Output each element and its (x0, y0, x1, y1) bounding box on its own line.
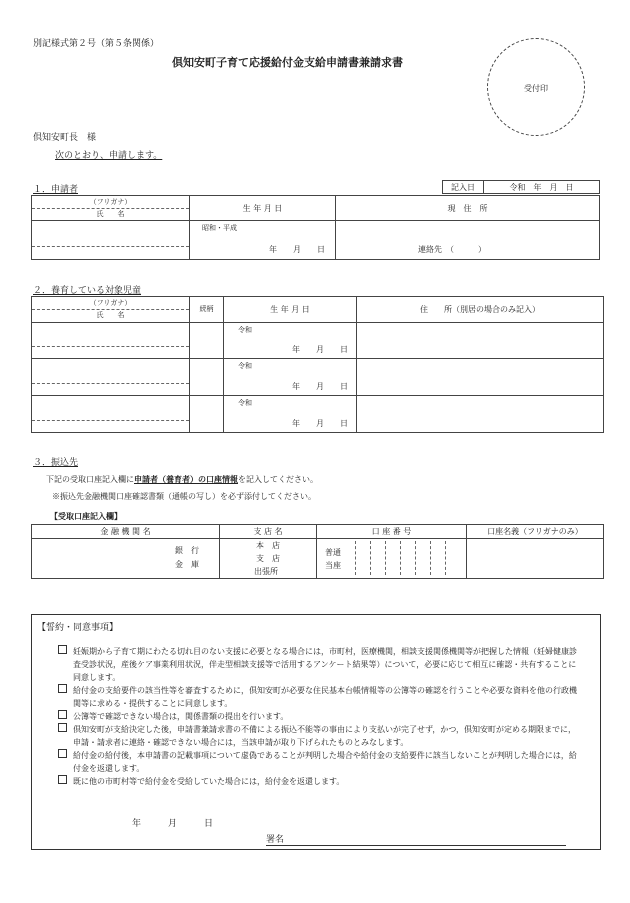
applicant-dob-field[interactable]: 昭和・平成 年 月 日 (190, 221, 336, 260)
agreement-checkbox[interactable] (58, 710, 67, 719)
agreement-checkbox[interactable] (58, 645, 67, 654)
agreement-list (58, 645, 578, 788)
signature-line[interactable] (266, 832, 566, 846)
branch-header: 支 店 名 (220, 525, 317, 539)
bank-note-1: 下記の受取口座記入欄に申請者（養育者）の口座情報を記入してください。 (46, 474, 318, 484)
addressee: 倶知安町長 様 (33, 133, 97, 143)
agreement-item: 公簿等で確認できない場合は，関係書類の提出を行います。 (58, 710, 578, 723)
child-dob-field[interactable]: 令和 年 月 日 (224, 322, 357, 359)
account-table-label: 【受取口座記入欄】 (50, 511, 122, 521)
bank-note-2: ※振込先金融機関口座確認書類（通帳の写し）を必ず添付してください。 (52, 492, 316, 501)
agreement-item: 妊娠期から子育て期にわたる切れ目のない支援に必要となる場合には，市町村，医療機関，相談支援関係機関等が把握した情報（妊婦健康診査受診状況，産後ケア事業利用状況，伴走型相談支援等で活用するアンケート結果等）について，必要に応じて相互に確認・共有することに同意します。 (58, 645, 578, 684)
agreement-checkbox[interactable] (58, 684, 67, 693)
form-title: 倶知安町子育て応援給付金支給申請書兼請求書 (172, 56, 403, 69)
entry-date-box (442, 180, 600, 194)
applicant-address-field[interactable] (336, 221, 600, 260)
account-holder-header: 口座名義（フリガナのみ） (467, 525, 604, 539)
agreement-date[interactable]: 年 月 日 (132, 819, 214, 829)
agreement-item: 倶知安町が支給決定した後，申請書兼請求書の不備による振込不能等の事由により支払いが完了せず，かつ，倶知安町が定める期限までに，申請・請求者に連絡・確認できない場合には，当該申請が取り下げられたものとみなします。 (58, 723, 578, 749)
account-number-header: 口 座 番 号 (317, 525, 467, 539)
section3-heading: ３．振込先 (33, 458, 79, 468)
account-type-current[interactable]: 当座 (325, 561, 341, 570)
applicant-dob-header: 生 年 月 日 (190, 196, 336, 221)
child-name-field[interactable] (32, 396, 190, 433)
agreement-checkbox[interactable] (58, 749, 67, 758)
children-table (31, 296, 604, 433)
agreement-title: 【誓約・同意事項】 (37, 623, 119, 633)
agreement-item: 給付金の支給要件の該当性等を審査するために，倶知安町が必要な住民基本台帳情報等の公簿等の確認を行うことや必要な資料を他の行政機関等に求める・提供することに同意します。 (58, 684, 578, 710)
child-address-field[interactable] (357, 359, 604, 396)
child-address-field[interactable] (357, 396, 604, 433)
agreement-item: 給付金の給付後，本申請書の記載事項について虚偽であることが判明した場合や給付金の支給要件に該当しないことが判明した場合には，給付金を返還します。 (58, 749, 578, 775)
child-address-field[interactable] (357, 322, 604, 359)
account-type-ordinary[interactable]: 普通 (325, 548, 341, 557)
applicant-table (31, 195, 600, 260)
intro-text: 次のとおり、申請します。 (55, 151, 163, 161)
child-relation-field[interactable] (190, 396, 224, 433)
child-relation-header: 続柄 (190, 297, 224, 323)
section1-heading: １．申請者 (33, 185, 79, 195)
account-digit-boxes[interactable] (355, 541, 460, 575)
child-name-field[interactable] (32, 322, 190, 359)
agreement-checkbox[interactable] (58, 775, 67, 784)
child-dob-field[interactable]: 令和 年 月 日 (224, 396, 357, 433)
reception-stamp-circle (487, 38, 585, 136)
account-number-field[interactable] (317, 539, 467, 579)
child-relation-field[interactable] (190, 322, 224, 359)
bank-account-table (31, 524, 604, 579)
child-address-header: 住 所（別居の場合のみ記入） (357, 297, 604, 323)
bank-name-header: 金 融 機 関 名 (32, 525, 220, 539)
reception-stamp-label: 受付印 (524, 84, 548, 93)
agreement-item: 既に他の市町村等で給付金を受給していた場合には，給付金を返還します。 (58, 775, 578, 788)
child-dob-field[interactable]: 令和 年 月 日 (224, 359, 357, 396)
child-dob-header: 生 年 月 日 (224, 297, 357, 323)
child-relation-field[interactable] (190, 359, 224, 396)
agreement-checkbox[interactable] (58, 723, 67, 732)
applicant-name-field[interactable] (32, 221, 190, 260)
contact-label: 連絡先 （ ） (418, 245, 486, 254)
applicant-name-header: （フリガナ） 氏 名 (32, 196, 190, 221)
entry-date-value[interactable]: 令和 年 月 日 (484, 181, 600, 194)
bank-name-field[interactable]: 銀 行 金 庫 (32, 539, 220, 579)
agreement-box (31, 614, 601, 850)
form-reference: 別記様式第２号（第５条関係） (33, 39, 160, 49)
entry-date-label: 記入日 (443, 181, 484, 194)
child-name-field[interactable] (32, 359, 190, 396)
section2-heading: ２．養育している対象児童 (33, 286, 142, 296)
child-name-header: （フリガナ） 氏 名 (32, 297, 190, 323)
signature-label: 署名 (266, 835, 285, 845)
account-holder-field[interactable] (467, 539, 604, 579)
applicant-address-header: 現 住 所 (336, 196, 600, 221)
branch-field[interactable]: 本 店 支 店 出張所 (220, 539, 317, 579)
